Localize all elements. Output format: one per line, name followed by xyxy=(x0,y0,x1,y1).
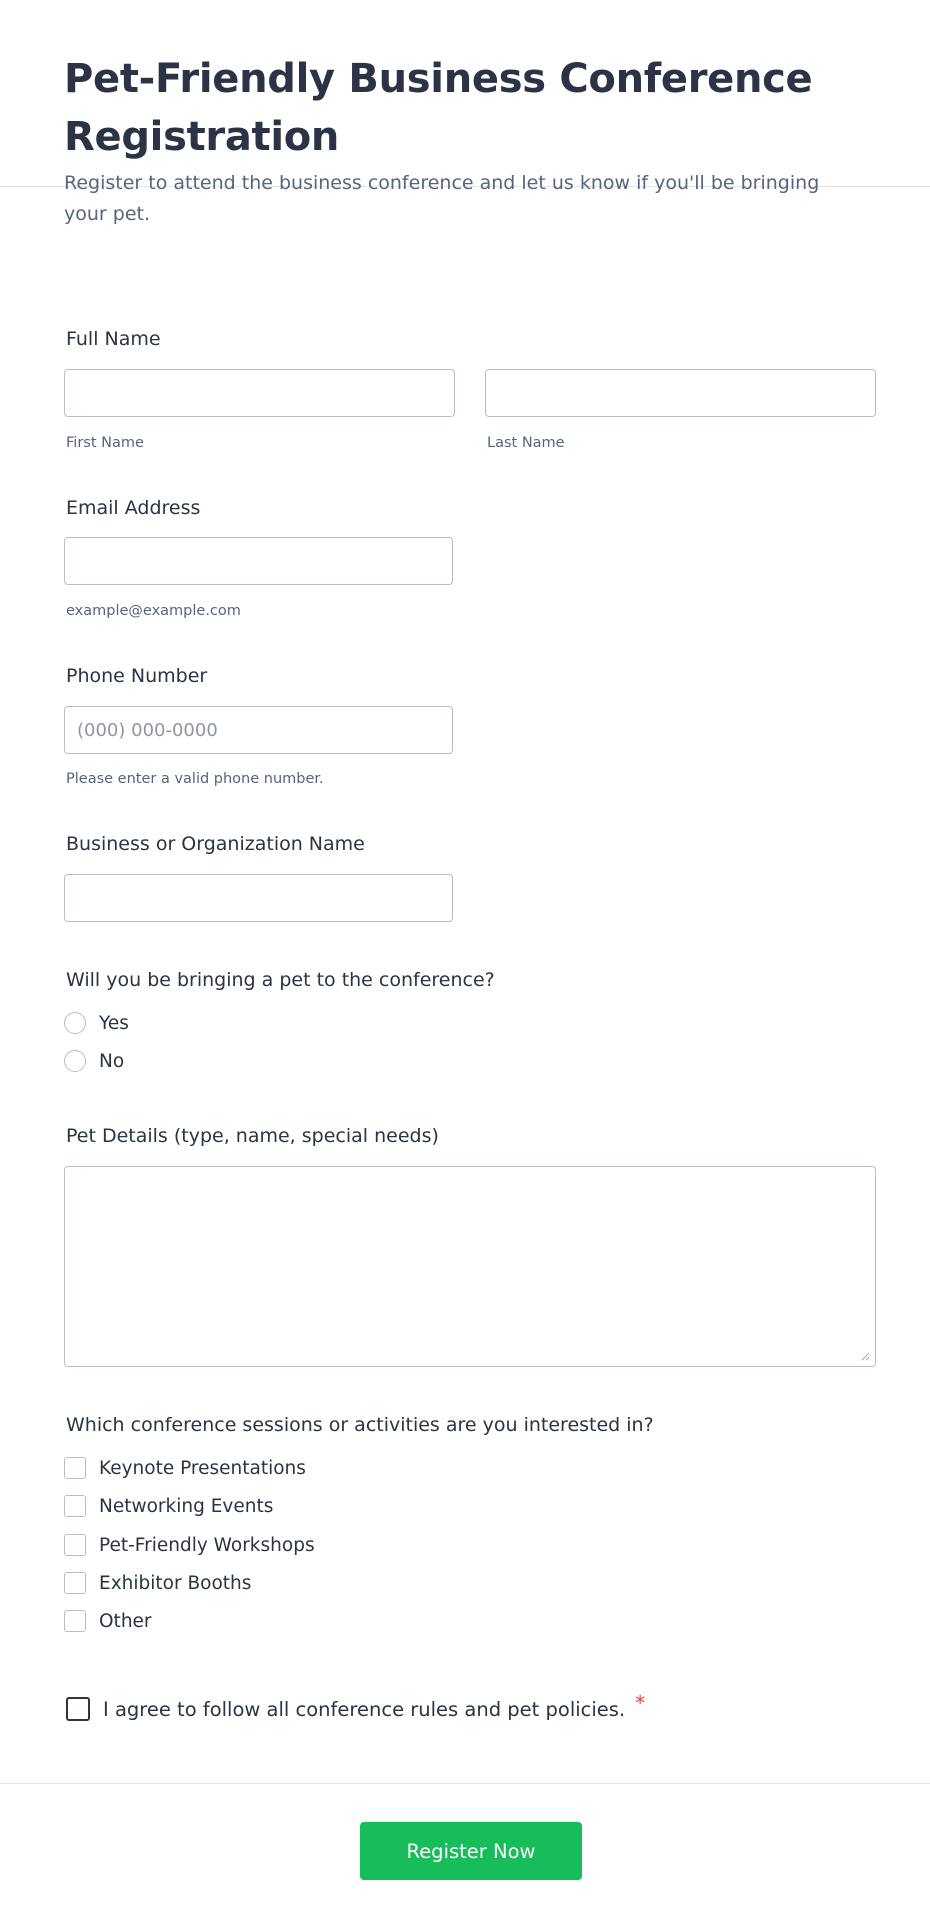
pet-details-label: Pet Details (type, name, special needs) xyxy=(66,1125,439,1147)
pet-question-label: Will you be bringing a pet to the conference? xyxy=(66,969,495,991)
business-input[interactable] xyxy=(64,874,453,922)
session-option-networking[interactable] xyxy=(64,1493,273,1519)
radio-button[interactable] xyxy=(64,1012,86,1034)
sessions-label: Which conference sessions or activities are you interested in? xyxy=(66,1414,654,1436)
option-label: Other xyxy=(99,1610,152,1632)
session-option-other[interactable] xyxy=(64,1608,152,1634)
session-option-booths[interactable] xyxy=(64,1570,251,1596)
option-label: Pet-Friendly Workshops xyxy=(99,1534,315,1556)
last-name-sublabel: Last Name xyxy=(487,435,565,451)
page-description: Register to attend the business conference and let us know if you'll be bringing your pet. xyxy=(64,172,820,225)
business-label: Business or Organization Name xyxy=(66,833,365,855)
pet-option-yes[interactable] xyxy=(64,1010,129,1036)
checkbox[interactable] xyxy=(64,1457,86,1479)
page-title: Pet-Friendly Business Conference Registration xyxy=(64,56,813,160)
first-name-input[interactable] xyxy=(64,369,455,417)
option-label: Keynote Presentations xyxy=(99,1457,306,1479)
form-header xyxy=(0,0,930,225)
radio-button[interactable] xyxy=(64,1050,86,1072)
phone-sublabel: Please enter a valid phone number. xyxy=(66,771,324,787)
checkbox[interactable] xyxy=(64,1495,86,1517)
agreement-row[interactable] xyxy=(66,1691,646,1721)
session-option-workshops[interactable] xyxy=(64,1532,315,1558)
full-name-label: Full Name xyxy=(66,328,161,350)
checkbox[interactable] xyxy=(64,1572,86,1594)
option-label: Yes xyxy=(99,1012,129,1034)
checkbox[interactable] xyxy=(64,1610,86,1632)
option-label: No xyxy=(99,1050,125,1072)
email-label: Email Address xyxy=(66,497,201,519)
first-name-sublabel: First Name xyxy=(66,435,144,451)
pet-details-textarea[interactable] xyxy=(64,1166,876,1367)
last-name-input[interactable] xyxy=(485,369,876,417)
email-sublabel: example@example.com xyxy=(66,603,241,619)
footer-divider xyxy=(0,1783,930,1784)
required-asterisk: * xyxy=(635,1691,646,1715)
resize-handle-icon[interactable] xyxy=(860,1351,870,1361)
option-label: Exhibitor Booths xyxy=(99,1572,252,1594)
session-option-keynote[interactable] xyxy=(64,1455,306,1481)
register-now-button[interactable]: Register Now xyxy=(360,1822,582,1880)
agreement-checkbox[interactable] xyxy=(66,1697,90,1721)
phone-input[interactable] xyxy=(64,706,453,754)
phone-label: Phone Number xyxy=(66,665,208,687)
checkbox[interactable] xyxy=(64,1534,86,1556)
option-label: Networking Events xyxy=(99,1495,274,1517)
email-input[interactable] xyxy=(64,537,453,585)
agreement-label: I agree to follow all conference rules and pet policies. xyxy=(103,1697,626,1721)
pet-option-no[interactable] xyxy=(64,1048,124,1074)
